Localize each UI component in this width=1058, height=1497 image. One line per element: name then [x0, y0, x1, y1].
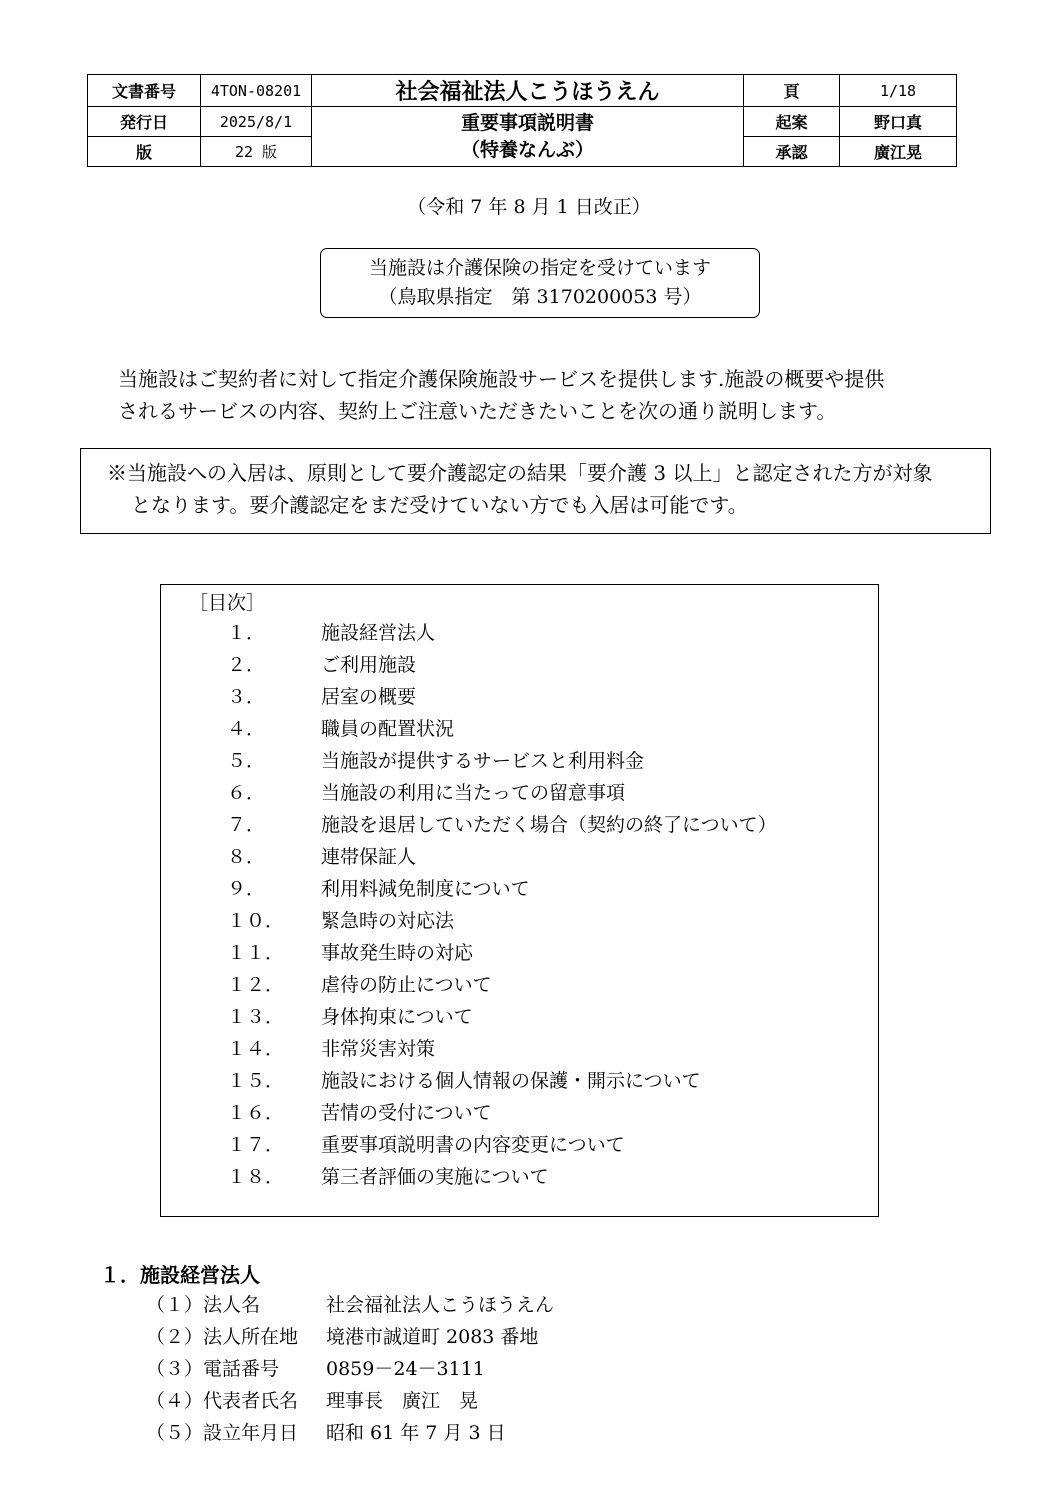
toc-item [227, 1097, 492, 1129]
designation-line2: （鳥取県指定 第 3170200053 号） [378, 286, 702, 308]
toc-item-label: 重要事項説明書の内容変更について [321, 1134, 625, 1156]
toc-item-number: ７． [227, 814, 266, 836]
toc-item-number: １８． [227, 1166, 285, 1188]
toc-item-label: 当施設が提供するサービスと利用料金 [321, 750, 645, 772]
toc-item-number: １７． [227, 1134, 285, 1156]
version-value: 22 版 [201, 137, 312, 167]
toc-item-label: 当施設の利用に当たっての留意事項 [321, 782, 626, 804]
toc-item-label: 利用料減免制度について [321, 878, 530, 900]
toc-item-number: １５． [227, 1070, 285, 1092]
corporation-info-row [146, 1418, 506, 1449]
toc-item-label: 居室の概要 [321, 686, 417, 708]
toc-item [227, 937, 473, 969]
toc-item [227, 1161, 549, 1193]
info-key: （１）法人名 [146, 1294, 261, 1316]
designation-box [320, 248, 760, 318]
section-1-title: １．施設経営法人 [100, 1263, 260, 1287]
page-label: 頁 [744, 75, 840, 107]
notice-line1: ※当施設への入居は、原則として要介護認定の結果「要介護 3 以上」と認定された方が対象 [107, 461, 933, 485]
toc-item-number: １１． [227, 942, 285, 964]
document-title [312, 107, 744, 167]
info-value: 境港市誠道町 2083 番地 [326, 1326, 539, 1348]
toc-item [227, 969, 492, 1001]
toc-item-number: １６． [227, 1102, 285, 1124]
info-value: 理事長 廣江 晃 [326, 1390, 479, 1412]
toc-item-number: ６． [227, 782, 266, 804]
document-title-line2: （特養なんぶ） [460, 138, 594, 161]
toc-item-number: １３． [227, 1006, 285, 1028]
intro-line1: 当施設はご契約者に対して指定介護保険施設サービスを提供します.施設の概要や提供 [118, 367, 885, 391]
toc-item-number: ２． [227, 654, 266, 676]
toc-item [227, 1033, 435, 1065]
info-value: 社会福祉法人こうほうえん [326, 1294, 555, 1316]
toc-item-number: ３． [227, 686, 266, 708]
issue-date-label: 発行日 [88, 107, 201, 137]
approve-label: 承認 [744, 137, 840, 167]
admission-notice-box [80, 448, 991, 534]
toc-item-label: 苦情の受付について [321, 1102, 492, 1124]
toc-item-number: １０． [227, 910, 285, 932]
toc-item [227, 1065, 701, 1097]
corporation-info-row [146, 1386, 478, 1417]
intro-line2: されるサービスの内容、契約上ご注意いただきたいことを次の通り説明します。 [118, 399, 837, 423]
corporation-info-row [146, 1354, 485, 1385]
info-key: （５）設立年月日 [146, 1422, 299, 1444]
toc-item-number: １４． [227, 1038, 285, 1060]
toc-item-label: 施設を退居していただく場合（契約の終了について） [321, 814, 777, 836]
draft-label: 起案 [744, 107, 840, 137]
toc-item-label: 身体拘束について [321, 1006, 473, 1028]
document-title-line1: 重要事項説明書 [460, 111, 594, 134]
toc-item-label: 職員の配置状況 [321, 718, 455, 740]
issue-date-value: 2025/8/1 [201, 107, 312, 137]
page-value: 1/18 [840, 75, 957, 107]
toc-item-number: ９． [227, 878, 266, 900]
draft-value: 野口真 [840, 107, 957, 137]
toc-item-label: 第三者評価の実施について [321, 1166, 549, 1188]
toc-item-label: 非常災害対策 [321, 1038, 436, 1060]
toc-item-number: ８． [227, 846, 266, 868]
document-header-table [87, 74, 957, 167]
toc-item [227, 841, 416, 873]
info-key: （３）電話番号 [146, 1358, 280, 1380]
toc-item [227, 1129, 625, 1161]
toc-item [227, 809, 777, 841]
toc-item-label: ご利用施設 [321, 654, 417, 676]
org-name: 社会福祉法人こうほうえん [312, 75, 744, 107]
info-key: （２）法人所在地 [146, 1326, 299, 1348]
toc-item-label: 虐待の防止について [321, 974, 492, 996]
toc-item [227, 713, 454, 745]
corporation-info-row [146, 1290, 554, 1321]
notice-line2: となります。要介護認定をまだ受けていない方でも入居は可能です。 [131, 493, 748, 517]
designation-line1: 当施設は介護保険の指定を受けています [368, 257, 711, 279]
info-value: 0859－24－3111 [326, 1358, 485, 1380]
info-key: （４）代表者氏名 [146, 1390, 299, 1412]
toc-item [227, 617, 435, 649]
toc-item-label: 施設経営法人 [321, 622, 436, 644]
table-of-contents [160, 584, 879, 1217]
toc-item-label: 事故発生時の対応 [321, 942, 474, 964]
approve-value: 廣江晃 [840, 137, 957, 167]
toc-item [227, 1001, 473, 1033]
doc-no-label: 文書番号 [88, 75, 201, 107]
doc-no-value: 4TON-08201 [201, 75, 312, 107]
toc-item-number: ４． [227, 718, 266, 740]
toc-item [227, 905, 454, 937]
corporation-info-row [146, 1322, 538, 1353]
toc-item-number: １． [227, 622, 266, 644]
toc-title: ［目次］ [189, 592, 266, 614]
toc-item-label: 施設における個人情報の保護・開示について [321, 1070, 701, 1092]
toc-item-number: １２． [227, 974, 285, 996]
toc-item [227, 777, 625, 809]
version-label: 版 [88, 137, 201, 167]
toc-item-label: 連帯保証人 [321, 846, 417, 868]
revision-date: （令和 7 年 8 月 1 日改正） [407, 196, 651, 218]
toc-item [227, 681, 416, 713]
toc-item-number: ５． [227, 750, 266, 772]
info-value: 昭和 61 年 7 月 3 日 [326, 1422, 506, 1444]
intro-paragraph [118, 363, 958, 427]
toc-item [227, 873, 530, 905]
toc-item-label: 緊急時の対応法 [321, 910, 455, 932]
toc-item [227, 745, 644, 777]
toc-item [227, 649, 416, 681]
